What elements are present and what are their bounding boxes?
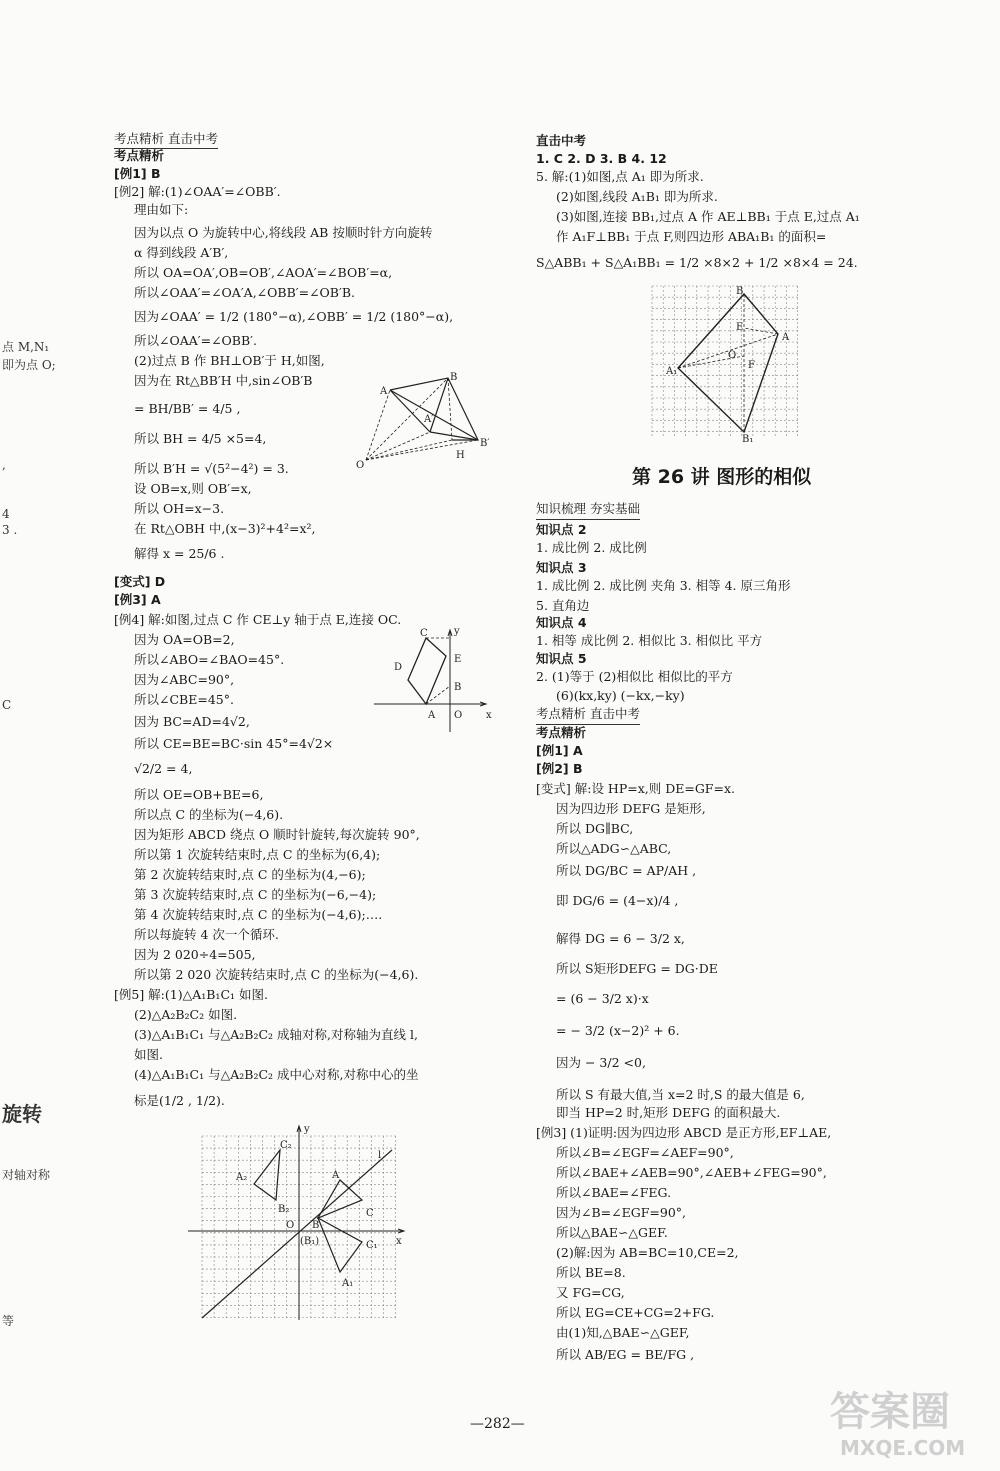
fig3-label: l: [378, 1150, 382, 1161]
fig3-label: (B₁): [300, 1236, 320, 1247]
col1-text-line: 所以 BH = 4/5 ×5=4,: [134, 431, 267, 446]
figure-rectangle-axes: [368, 626, 494, 738]
col2-text-line: S△ABB₁ + S△A₁BB₁ = 1/2 ×8×2 + 1/2 ×8×4 = 24.: [536, 255, 858, 270]
fig1-label: A: [380, 386, 388, 397]
fig3-label: A₁: [342, 1278, 354, 1289]
col1-text-line: 在 Rt△OBH 中,(x−3)²+4²=x²,: [134, 521, 316, 536]
col2-text-line: 解得 DG = 6 − 3/2 x,: [556, 931, 685, 946]
fig3-label: A: [332, 1170, 340, 1181]
col2-text-line: = (6 − 3/2 x)·x: [556, 991, 649, 1006]
col1-text-line: 理由如下:: [134, 202, 189, 217]
fig2-label: x: [486, 710, 492, 721]
fig3-label: C₂: [280, 1140, 292, 1151]
col1-text-line: 标是(1/2 , 1/2).: [134, 1093, 225, 1108]
col2-text-line: 知识点 4: [536, 615, 587, 630]
col2-text-line: (3)如图,连接 BB₁,过点 A 作 AE⊥BB₁ 于点 E,过点 A₁: [556, 209, 860, 224]
fig1-label: O: [356, 460, 365, 470]
fig2-label: C: [420, 628, 428, 639]
fig4-label: O: [728, 350, 737, 361]
fig3-label: C: [366, 1208, 374, 1219]
left-edge-fragment: 4: [2, 507, 10, 521]
figure-rotation: [352, 370, 502, 470]
fig4-label: E: [736, 322, 744, 333]
col2-text-line: 所以 S矩形DEFG = DG·DE: [556, 961, 718, 976]
col2-text-line: 由(1)知,△BAE∽△GEF,: [556, 1325, 690, 1340]
fig4-label: F: [748, 360, 755, 371]
col2-text-line: 所以∠BAE+∠AEB=90°,∠AEB+∠FEG=90°,: [556, 1165, 827, 1180]
col2-text-line: [变式] 解:设 HP=x,则 DE=GF=x.: [536, 781, 735, 796]
col1-text-line: 所以∠OAA′=∠OBB′.: [134, 333, 257, 348]
col2-text-line: 知识点 3: [536, 560, 587, 575]
col2-text-line: 所以 EG=CE+CG=2+FG.: [556, 1305, 715, 1320]
fig4-label: A₁: [666, 366, 678, 377]
col1-text-line: 因为 OA=OB=2,: [134, 632, 235, 647]
fig2-label: B: [454, 682, 462, 693]
col1-text-line: = BH/BB′ = 4/5 ,: [134, 401, 241, 416]
col2-text-line: [例2] B: [536, 761, 583, 776]
fig2-label: O: [454, 710, 463, 721]
col2-text-line: 1. 相等 成比例 2. 相似比 3. 相似比 平方: [536, 633, 763, 648]
fig2-label: E: [454, 654, 462, 665]
col1-text-line: 所以 OH=x−3.: [134, 501, 225, 516]
col2-text-line: (6)(kx,ky) (−kx,−ky): [556, 688, 685, 703]
col2-text-line: 所以 DG/BC = AP/AH ,: [556, 863, 697, 878]
col2-text-line: 所以 AB/EG = BE/FG ,: [556, 1347, 695, 1362]
col1-text-line: α 得到线段 A′B′,: [134, 245, 229, 260]
col1-text-line: (2)过点 B 作 BH⊥OB′于 H,如图,: [134, 353, 325, 368]
left-edge-fragment: C: [2, 698, 12, 712]
fig4-label: A: [782, 332, 790, 343]
left-edge-fragment: 等: [2, 1314, 15, 1328]
col2-text-line: 考点精析: [536, 725, 587, 740]
col1-text-line: (3)△A₁B₁C₁ 与△A₂B₂C₂ 成轴对称,对称轴为直线 l,: [134, 1027, 418, 1042]
col1-text-line: 所以第 2 020 次旋转结束时,点 C 的坐标为(−4,6).: [134, 967, 419, 982]
col2-text-line: 因为四边形 DEFG 是矩形,: [556, 801, 706, 816]
col1-text-line: [例1] B: [114, 166, 161, 181]
left-edge-fragment: 即为点 O;: [2, 358, 56, 372]
col2-text-line: 所以∠BAE=∠FEG.: [556, 1185, 672, 1200]
col2-text-line: 因为∠B=∠EGF=90°,: [556, 1205, 686, 1220]
col2-text-line: (2)如图,线段 A₁B₁ 即为所求.: [556, 189, 718, 204]
col1-text-line: 所以∠ABO=∠BAO=45°.: [134, 652, 285, 667]
fig3-label: A₂: [236, 1172, 248, 1183]
col1-text-line: [例4] 解:如图,过点 C 作 CE⊥y 轴于点 E,连接 OC.: [114, 612, 402, 627]
fig1-label: A′: [424, 414, 434, 425]
col1-text-line: 因为∠OAA′ = 1/2 (180°−α),∠OBB′ = 1/2 (180°−α),: [134, 309, 454, 324]
col2-text-line: (2)解:因为 AB=BC=10,CE=2,: [556, 1245, 739, 1260]
col1-text-line: [例3] A: [114, 592, 161, 607]
col2-text-line: 直击中考: [536, 133, 587, 148]
col2-text-line: 1. 成比例 2. 成比例: [536, 540, 647, 555]
fig2-label: y: [454, 626, 460, 637]
fig3-label: B₂: [278, 1204, 290, 1215]
col1-text-line: 所以 OE=OB+BE=6,: [134, 787, 264, 802]
col2-text-line: 所以△BAE∽△GEF.: [556, 1225, 668, 1240]
col2-text-line: 所以∠B=∠EGF=∠AEF=90°,: [556, 1145, 734, 1160]
fig2-label: A: [428, 710, 436, 721]
col2-text-line: 1. 成比例 2. 成比例 夹角 3. 相等 4. 原三角形: [536, 578, 791, 593]
col1-text-line: 所以 B′H = √(5²−4²) = 3.: [134, 461, 289, 476]
fig3-label: x: [396, 1236, 402, 1247]
col2-text-line: 知识梳理 夯实基础: [536, 500, 640, 520]
left-edge-fragment: 3 .: [2, 523, 18, 537]
col1-text-line: 解得 x = 25/6 .: [134, 546, 225, 561]
col1-text-line: 第 3 次旋转结束时,点 C 的坐标为(−6,−4);: [134, 887, 377, 902]
col2-text-line: 知识点 5: [536, 651, 587, 666]
col2-text-line: 考点精析 直击中考: [536, 705, 640, 725]
col1-text-line: 第 4 次旋转结束时,点 C 的坐标为(−4,6);….: [134, 907, 383, 922]
left-edge-fragment: 旋转: [2, 1102, 42, 1126]
fig4-label: B: [736, 286, 744, 297]
col2-text-line: [例1] A: [536, 743, 583, 758]
col1-text-line: √2/2 = 4,: [134, 761, 193, 776]
fig3-label: O: [286, 1220, 295, 1231]
col2-text-line: 1. C 2. D 3. B 4. 12: [536, 151, 667, 166]
col1-text-line: 因为以点 O 为旋转中心,将线段 AB 按顺时针方向旋转: [134, 225, 433, 240]
col2-text-line: 因为 − 3/2 <0,: [556, 1055, 646, 1070]
col2-text-line: 知识点 2: [536, 522, 587, 537]
col1-text-line: 因为在 Rt△BB′H 中,sin∠OB′B: [134, 373, 313, 388]
col1-text-line: 因为∠ABC=90°,: [134, 672, 235, 687]
col1-text-line: 因为矩形 ABCD 绕点 O 顺时针旋转,每次旋转 90°,: [134, 827, 420, 842]
col1-text-line: 所以 CE=BE=BC·sin 45°=4√2×: [134, 736, 334, 751]
col2-text-line: 所以 BE=8.: [556, 1265, 626, 1280]
col1-text-line: (4)△A₁B₁C₁ 与△A₂B₂C₂ 成中心对称,对称中心的坐: [134, 1067, 419, 1082]
fig1-label: H: [456, 450, 465, 461]
col1-text-line: 第 2 次旋转结束时,点 C 的坐标为(4,−6);: [134, 867, 366, 882]
lecture-title: 第 26 讲 图形的相似: [632, 466, 812, 488]
col2-text-line: 2. (1)等于 (2)相似比 相似比的平方: [536, 669, 733, 684]
col1-text-line: 所以点 C 的坐标为(−4,6).: [134, 807, 284, 822]
col1-text-line: 所以∠CBE=45°.: [134, 692, 234, 707]
col2-text-line: = − 3/2 (x−2)² + 6.: [556, 1023, 680, 1038]
col1-text-line: 考点精析: [114, 148, 165, 163]
col1-text-line: 所以∠OAA′=∠OA′A,∠OBB′=∠OB′B.: [134, 285, 355, 300]
fig3-label: C₁: [366, 1240, 378, 1251]
figure-grid-reflection: [182, 1120, 412, 1330]
col1-text-line: 设 OB=x,则 OB′=x,: [134, 481, 252, 496]
col1-text-line: [变式] D: [114, 574, 166, 589]
col1-text-line: 所以第 1 次旋转结束时,点 C 的坐标为(6,4);: [134, 847, 381, 862]
fig2-label: D: [394, 662, 403, 673]
col2-text-line: 作 A₁F⊥BB₁ 于点 F,则四边形 ABA₁B₁ 的面积=: [556, 229, 827, 244]
fig1-label: B′: [480, 438, 490, 449]
col1-text-line: 因为 BC=AD=4√2,: [134, 714, 250, 729]
left-edge-fragment: 点 M,N₁: [2, 340, 50, 354]
col2-text-line: 又 FG=CG,: [556, 1285, 625, 1300]
watermark-url: MXQE.COM: [840, 1436, 966, 1460]
col2-text-line: 所以△ADG∽△ABC,: [556, 841, 672, 856]
col1-text-line: (2)△A₂B₂C₂ 如图.: [134, 1007, 238, 1022]
page-number: —282—: [470, 1416, 525, 1432]
section-header-col1: 考点精析 直击中考: [114, 129, 218, 149]
col2-text-line: 即 DG/6 = (4−x)/4 ,: [556, 893, 679, 908]
col2-text-line: 所以 S 有最大值,当 x=2 时,S 的最大值是 6,: [556, 1087, 805, 1102]
left-edge-fragment: ,: [2, 458, 6, 472]
watermark-logo: 答案圈: [830, 1389, 950, 1435]
col2-text-line: 5. 解:(1)如图,点 A₁ 即为所求.: [536, 169, 704, 184]
col1-text-line: 因为 2 020÷4=505,: [134, 947, 256, 962]
col1-text-line: 如图.: [134, 1047, 163, 1062]
col1-text-line: [例2] 解:(1)∠OAA′=∠OBB′.: [114, 184, 281, 199]
fig3-label: y: [304, 1124, 310, 1135]
fig1-label: B: [450, 372, 458, 383]
fig4-label: B₁: [742, 434, 754, 444]
col1-text-line: 所以 OA=OA′,OB=OB′,∠AOA′=∠BOB′=α,: [134, 265, 393, 280]
left-edge-fragment: 对轴对称: [2, 1168, 51, 1182]
fig3-label: B: [312, 1220, 320, 1231]
col2-text-line: 5. 直角边: [536, 598, 590, 613]
col1-text-line: 所以每旋转 4 次一个循环.: [134, 927, 279, 942]
col2-text-line: 所以 DG∥BC,: [556, 821, 634, 836]
figure-quadrilateral-grid: [648, 282, 802, 444]
col2-text-line: 即当 HP=2 时,矩形 DEFG 的面积最大.: [556, 1105, 781, 1120]
col1-text-line: [例5] 解:(1)△A₁B₁C₁ 如图.: [114, 987, 268, 1002]
col2-text-line: [例3] (1)证明:因为四边形 ABCD 是正方形,EF⊥AE,: [536, 1125, 832, 1140]
